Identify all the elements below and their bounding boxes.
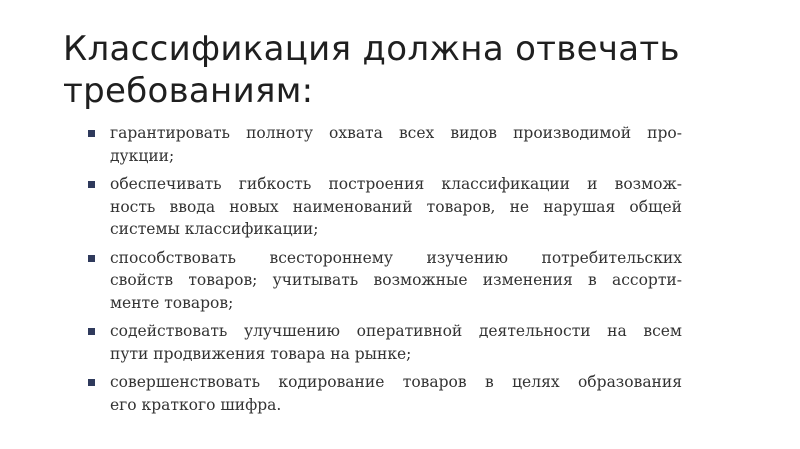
list-item-line: гарантировать полноту охвата всех видов производимой про- [110, 124, 682, 142]
slide-title-line-1: Классификация должна отвечать [63, 29, 680, 69]
square-bullet-icon [88, 255, 95, 262]
slide-title [63, 28, 763, 112]
square-bullet-icon [88, 181, 95, 188]
slide-title-line-2: требованиям: [63, 71, 314, 111]
list-item [88, 247, 688, 315]
list-item-line: ность ввода новых наименований товаров, не нарушая общей [110, 197, 682, 216]
square-bullet-icon [88, 379, 95, 386]
list-item [88, 371, 688, 416]
requirements-list [88, 122, 688, 422]
list-item [88, 320, 688, 365]
list-item-line: его краткого шифра. [110, 395, 282, 414]
list-item-line: содействовать улучшению оперативной деятельности на всем [110, 322, 682, 340]
list-item [88, 122, 688, 167]
list-item-line: свойств товаров; учитывать возможные изменения в ассорти- [110, 271, 682, 289]
square-bullet-icon [88, 130, 95, 137]
list-item-line: обеспечивать гибкость построения классификации и возмож- [110, 175, 682, 193]
list-item-line: способствовать всестороннему изучению потребительских [110, 248, 682, 267]
list-item [88, 173, 688, 241]
list-item-line: пути продвижения товара на рынке; [110, 344, 412, 363]
square-bullet-icon [88, 328, 95, 335]
list-item-line: системы классификации; [110, 220, 319, 238]
list-item-line: дукции; [110, 146, 175, 165]
list-item-line: совершенствовать кодирование товаров в целях образования [110, 373, 682, 391]
list-item-line: менте товаров; [110, 293, 234, 312]
